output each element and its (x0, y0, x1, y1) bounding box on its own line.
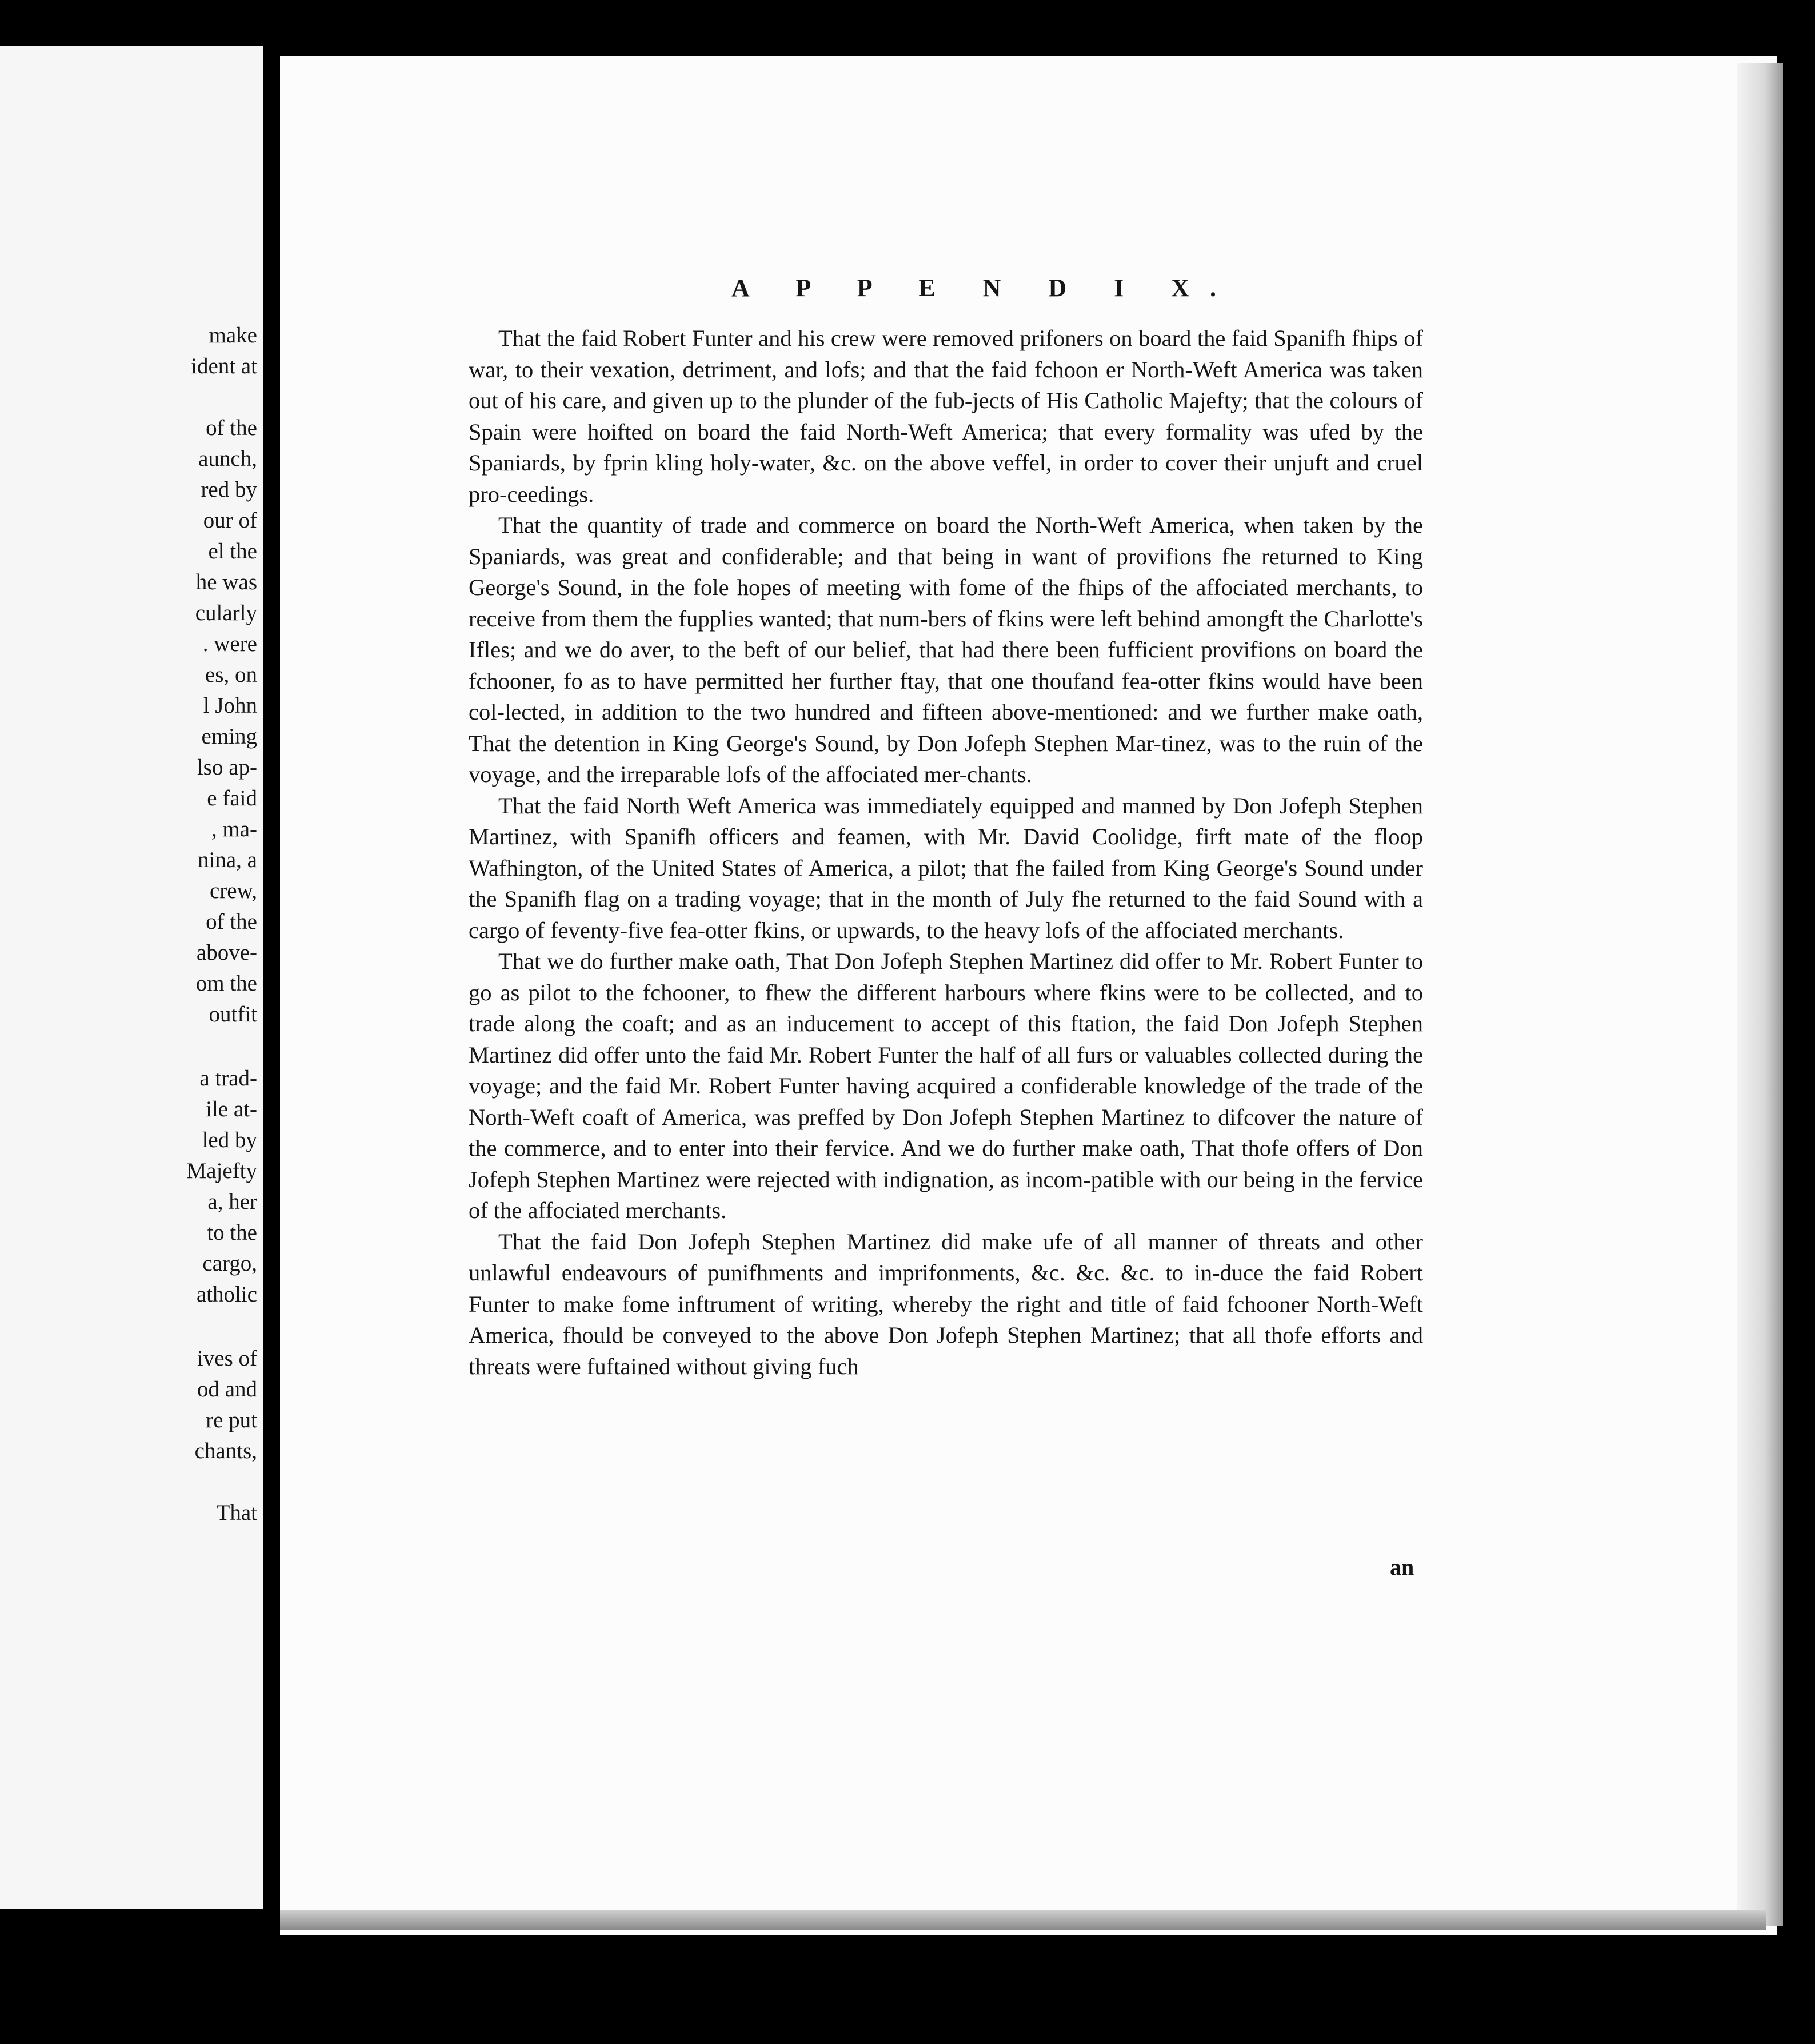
left-page-line: red by (201, 477, 257, 502)
left-page-line: eming (201, 724, 257, 749)
left-page-line: make (209, 323, 257, 348)
left-page-line: led by (202, 1128, 257, 1152)
paragraph-4: That we do further make oath, That Don Jofeph Stephen Martinez did offer to Mr. Robert Funter to go as pilot to the fchooner, to fhew the different harbours where fkins were to be collected, and to trade along the coaft; and as an inducement to accept of this ftation, the faid Don Jofeph Stephen Martinez did offer unto the faid Mr. Robert Funter the half of all furs or valuables collected during the voyage; and the faid Mr. Robert Funter having acquired a confiderable knowledge of the trade of the North-Weft coaft of America, was preffed by Don Jofeph Stephen Martinez to difcover the nature of the commerce, and to enter into their fervice. And we do further make oath, That thofe offers of Don Jofeph Stephen Martinez were rejected with indignation, as incom-patible with our being in the fervice of the affociated merchants. (469, 948, 1423, 1223)
left-page-line: l John (203, 693, 257, 718)
page-edge (1737, 63, 1783, 1926)
catchword: an (1390, 1554, 1414, 1580)
page-bottom-edge (280, 1910, 1766, 1930)
left-page-line: above- (196, 940, 257, 965)
left-page-line: ident at (191, 354, 257, 378)
left-page-line: That (216, 1500, 257, 1525)
left-page-line: of the (206, 909, 257, 934)
left-page-line: ile at- (206, 1097, 257, 1121)
paragraph-5: That the faid Don Jofeph Stephen Martinez did make ufe of all manner of threats and other unlawful endeavours of punifhments and imprifonments, &c. &c. &c. to in-duce the faid Robert Funter to make fome inftrument of writing, whereby the right and title of faid fchooner North-Weft America, fhould be conveyed to the above Don Jofeph Stephen Martinez; that all thofe efforts and threats were fuftained without giving fuch (469, 1228, 1423, 1379)
left-page-line: , ma- (211, 817, 257, 841)
left-page-line: of the (206, 416, 257, 440)
left-page-line: chants, (194, 1439, 257, 1463)
left-page-line: he was (195, 570, 257, 594)
left-page-line: cularly (195, 601, 257, 625)
left-page-line: outfit (209, 1002, 257, 1027)
left-page-fragment (0, 46, 263, 1909)
left-page-line: a, her (207, 1189, 257, 1214)
left-page-line: nina, a (198, 848, 257, 872)
left-page-line: to the (207, 1220, 257, 1245)
left-page-line: od and (197, 1377, 257, 1402)
left-page-line: e faid (207, 786, 257, 811)
left-page-line: es, on (205, 662, 257, 687)
left-page-line: our of (203, 508, 257, 533)
left-page-line: ives of (197, 1346, 257, 1371)
left-page-line: atholic (196, 1282, 257, 1307)
paragraph-3: That the faid North Weft America was immediately equipped and manned by Don Jofeph Stephen Martinez, with Spanifh officers and feamen, with Mr. David Coolidge, firft mate of the floop Wafhington, of the United States of America, a pilot; that fhe failed from King George's Sound under the Spanifh flag on a trading voyage; that in the month of July fhe returned to the faid Sound with a cargo of feventy-five fea-otter fkins, or upwards, to the heavy lofs of the affociated merchants. (469, 792, 1423, 943)
book-spine (263, 46, 280, 1932)
running-head: A P P E N D I X. (731, 274, 1237, 302)
paragraph-2: That the quantity of trade and commerce on board the North-Weft America, when taken by the Spaniards, was great and confiderable; and that being in want of provifions fhe returned to King George's Sound, in the fole hopes of meeting with fome of the fhips of the affociated merchants, to receive from them the fupplies wanted; that num-bers of fkins were left behind amongft the Charlotte's Ifles; and we do aver, to the beft of our belief, that had there been fufficient provifions on board the fchooner, fo as to have permitted her further ftay, that one thoufand fea-otter fkins would have been col-lected, in addition to the two hundred and fifteen above-mentioned: and we further make oath, That the detention in King George's Sound, by Don Jofeph Stephen Mar-tinez, was to the ruin of the voyage, and the irreparable lofs of the affociated mer-chants. (469, 512, 1423, 787)
left-page-line: om the (195, 971, 257, 996)
left-page-line: re put (206, 1408, 257, 1432)
left-page-line: . were (202, 632, 257, 656)
left-page-line: Majefty (186, 1159, 257, 1183)
left-page-line: aunch, (198, 446, 257, 471)
body-text (469, 323, 1423, 1382)
left-page-line: el the (208, 539, 257, 564)
left-page-line: lso ap- (197, 755, 257, 780)
left-page-line: crew, (210, 879, 257, 903)
paragraph-1: That the faid Robert Funter and his crew were removed prifoners on board the faid Spanifh fhips of war, to their vexation, detriment, and lofs; and that the faid fchoon er North-Weft America was taken out of his care, and given up to the plunder of the fub-jects of His Catholic Majefty; that the colours of Spain were hoifted on board the faid North-Weft America; that every formality was ufed by the Spaniards, by fprin kling holy-water, &c. on the above veffel, in order to cover their unjuft and cruel pro-ceedings. (469, 325, 1423, 507)
left-page-line: a trad- (199, 1066, 257, 1091)
left-page-line: cargo, (202, 1251, 257, 1276)
